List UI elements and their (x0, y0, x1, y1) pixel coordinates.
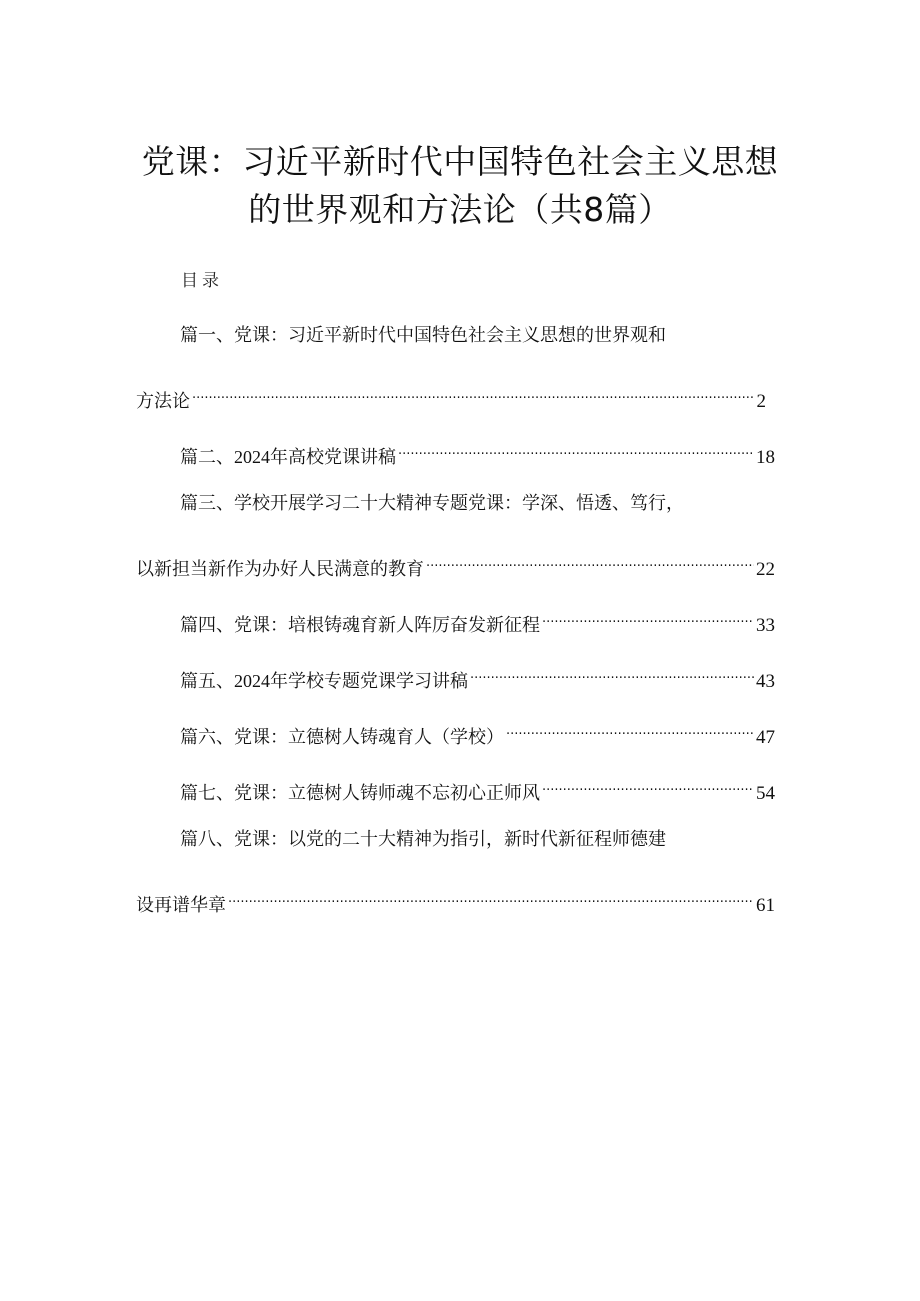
toc-entry-6[interactable] (180, 713, 775, 748)
dot-leader (470, 657, 754, 687)
toc-entry-6-text: 篇六、党课：立德树人铸魂育人（学校） (180, 727, 504, 748)
toc-heading: 目录 (181, 271, 223, 291)
toc-entry-3[interactable] (136, 545, 775, 580)
dot-leader (398, 433, 754, 463)
toc-entry-2-text: 年高校党课讲稿 (270, 447, 396, 468)
toc-entry-7-text: 篇七、党课：立德树人铸师魂不忘初心正师风 (180, 783, 540, 804)
toc-entry-3-line-1[interactable]: 篇三、学校开展学习二十大精神专题党课：学深、悟透、笃行， (180, 493, 684, 514)
toc-entry-2-page: 18 (756, 447, 775, 468)
toc-entry-2-prefix: 篇二、 (180, 447, 234, 468)
toc-entry-2[interactable] (180, 433, 775, 468)
toc-entry-8[interactable] (136, 881, 775, 916)
toc-entry-7[interactable] (180, 769, 775, 804)
toc-entry-3-page: 22 (756, 559, 775, 580)
toc-entry-2-year: 2024 (234, 447, 270, 467)
dot-leader (426, 545, 754, 575)
toc-entry-5-text: 年学校专题党课学习讲稿 (270, 671, 468, 692)
toc-entry-8-line-2: 设再谱华章 (136, 895, 226, 916)
toc-entry-5-year: 2024 (234, 671, 270, 691)
toc-entry-1-line-2: 方法论 (136, 391, 190, 412)
toc-entry-5[interactable] (180, 657, 775, 692)
toc-entry-8-page: 61 (756, 895, 775, 916)
dot-leader (192, 377, 755, 407)
dot-leader (542, 769, 754, 799)
toc-entry-8-line-1[interactable]: 篇八、党课：以党的二十大精神为指引，新时代新征程师德建 (180, 829, 666, 850)
dot-leader (506, 713, 754, 743)
toc-entry-4[interactable] (180, 601, 775, 636)
toc-entry-6-page: 47 (756, 727, 775, 748)
toc-entry-3-line-2: 以新担当新作为办好人民满意的教育 (136, 559, 424, 580)
toc-entry-1-page: 2 (756, 391, 766, 412)
toc-entry-1[interactable] (136, 377, 766, 412)
toc-entry-5-prefix: 篇五、 (180, 671, 234, 692)
document-title-line-1: 党课：习近平新时代中国特色社会主义思想 (141, 142, 779, 181)
toc-entry-1-line-1[interactable]: 篇一、党课：习近平新时代中国特色社会主义思想的世界观和 (180, 325, 666, 346)
toc-entry-4-page: 33 (756, 615, 775, 636)
toc-entry-7-page: 54 (756, 783, 775, 804)
dot-leader (542, 601, 754, 631)
toc-entry-5-page: 43 (756, 671, 775, 692)
dot-leader (228, 881, 754, 911)
toc-entry-4-text: 篇四、党课：培根铸魂育新人阵厉奋发新征程 (180, 615, 540, 636)
document-title-line-2: 的世界观和方法论（共8篇） (248, 190, 672, 229)
